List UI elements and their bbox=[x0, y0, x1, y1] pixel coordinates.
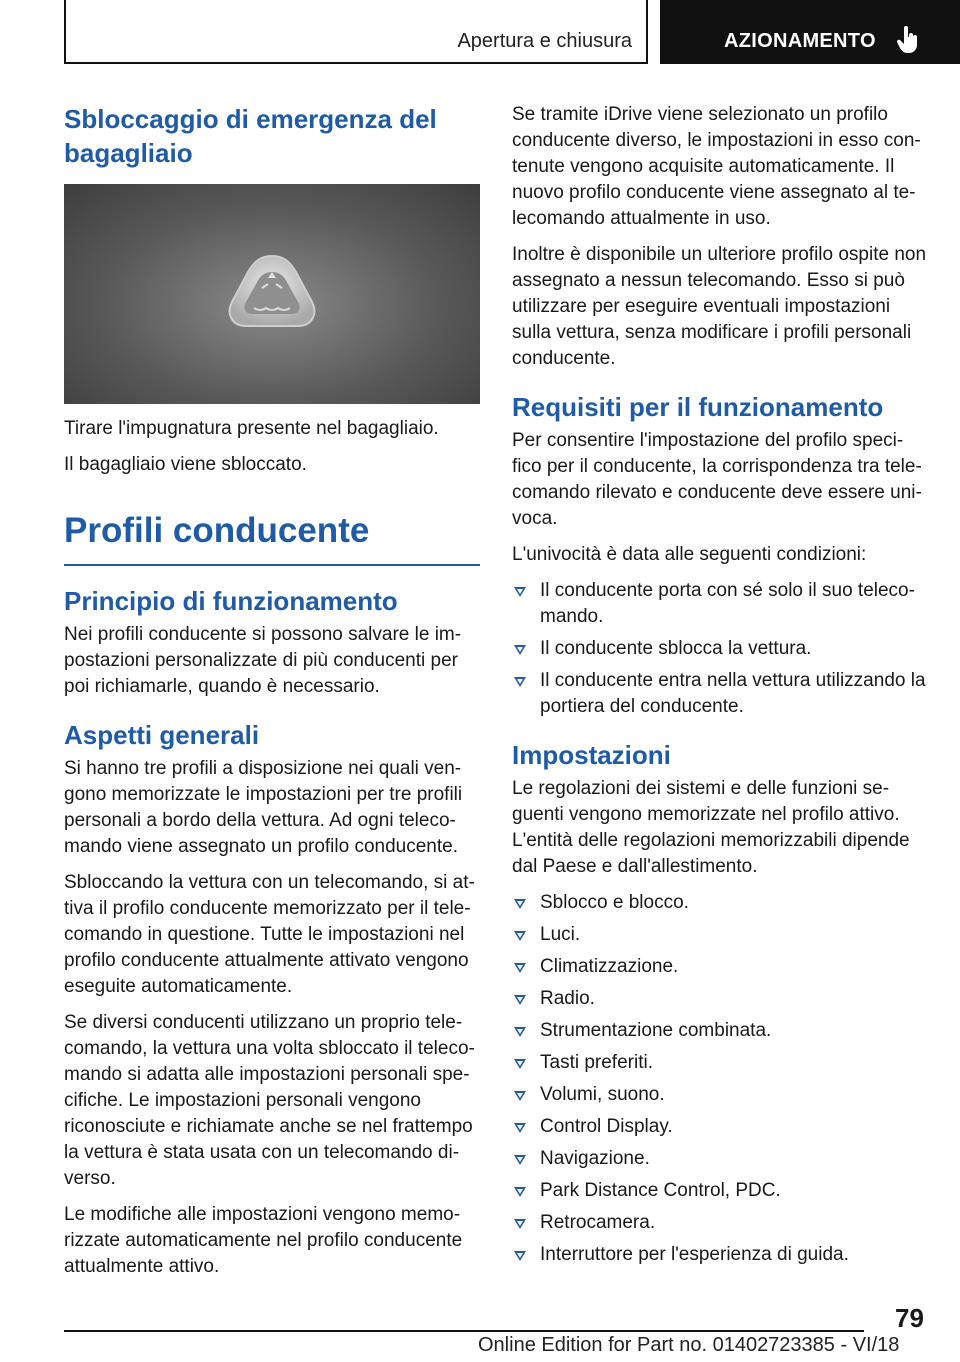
bullet-triangle-icon bbox=[514, 677, 526, 687]
principle-title: Principio di funzionamento bbox=[64, 586, 398, 616]
list-item: Il conducente sblocca la vettura. bbox=[512, 636, 928, 662]
bullet-triangle-icon bbox=[514, 963, 526, 973]
list-item: Interruttore per l'esperienza di guida. bbox=[512, 1242, 928, 1268]
emergency-release-title: Sbloccaggio di emergenza del bagagliaio bbox=[64, 104, 437, 168]
requirements-list bbox=[512, 578, 928, 720]
list-item: Tasti preferiti. bbox=[512, 1050, 928, 1076]
list-item: Park Distance Control, PDC. bbox=[512, 1178, 928, 1204]
bullet-triangle-icon bbox=[514, 1123, 526, 1133]
bullet-triangle-icon bbox=[514, 1027, 526, 1037]
settings-title: Impostazioni bbox=[512, 740, 671, 770]
bullet-triangle-icon bbox=[514, 1219, 526, 1229]
general-text-3: Se diversi conducenti utilizzano un proprio tele‐ comando, la vettura una volta sbloccato il teleco‐ mando si adatta alle impostazioni personali spe‐ cifiche. Le impostazioni personali vengono riconosciute e richiamate anche se nel frattempo la vettura è stata usata con un telecomando di‐ verso. bbox=[64, 1012, 475, 1189]
guest-profile-text: Inoltre è disponibile un ulteriore profilo ospite non assegnato a nessun telecomando. Esso si può utilizzare per eseguire eventuali impostazioni sulla vettura, senza modificare i profili personali conducente. bbox=[512, 244, 927, 369]
list-item: Strumentazione combinata. bbox=[512, 1018, 928, 1044]
bullet-triangle-icon bbox=[514, 1187, 526, 1197]
chapter-tab[interactable] bbox=[660, 0, 960, 64]
header-section-box bbox=[64, 0, 648, 64]
hand-pointer-icon bbox=[896, 26, 920, 54]
right-column bbox=[512, 102, 928, 1276]
bullet-triangle-icon bbox=[514, 587, 526, 597]
general-text-2: Sbloccando la vettura con un telecomando, si at‐ tiva il profilo conducente memorizzato per il tele‐ comando in questione. Tutte le impostazioni nel profilo conducente attualmente attivato vengono eseguite automaticamente. bbox=[64, 872, 475, 997]
requirements-text-1: Per consentire l'impostazione del profilo speci‐ fico per il conducente, la corrispondenza tra tele‐ comando rilevato e conducente deve essere uni‐ voca. bbox=[512, 430, 922, 529]
trunk-release-photo bbox=[64, 184, 480, 404]
list-item: Luci. bbox=[512, 922, 928, 948]
bullet-triangle-icon bbox=[514, 1059, 526, 1069]
bullet-triangle-icon bbox=[514, 899, 526, 909]
idrive-text: Se tramite iDrive viene selezionato un profilo conducente diverso, le impostazioni in esso con‐ tenute vengono acquisite automaticamente. Il nuovo profilo conducente viene assegnato al te‐ lecomando attualmente in uso. bbox=[512, 104, 921, 229]
page-number: 79 bbox=[895, 1303, 924, 1333]
list-item: Radio. bbox=[512, 986, 928, 1012]
emergency-step-1: Tirare l'impugnatura presente nel bagagliaio. bbox=[64, 418, 439, 439]
bullet-triangle-icon bbox=[514, 1091, 526, 1101]
chapter-title: AZIONAMENTO bbox=[724, 30, 876, 52]
requirements-title: Requisiti per il funzionamento bbox=[512, 392, 884, 422]
emergency-step-2: Il bagagliaio viene sbloccato. bbox=[64, 454, 307, 475]
settings-list bbox=[512, 890, 928, 1268]
bullet-triangle-icon bbox=[514, 995, 526, 1005]
driver-profiles-title: Profili conducente bbox=[64, 508, 480, 566]
list-item: Sblocco e blocco. bbox=[512, 890, 928, 916]
requirements-text-2: L'univocità è data alle seguenti condizioni: bbox=[512, 544, 867, 565]
footer-divider bbox=[64, 1330, 864, 1332]
left-column bbox=[64, 102, 480, 1290]
principle-text: Nei profili conducente si possono salvare le im‐ postazioni personalizzate di più conducenti per poi richiamarle, quando è necessario. bbox=[64, 624, 462, 697]
list-item: Retrocamera. bbox=[512, 1210, 928, 1236]
list-item: Control Display. bbox=[512, 1114, 928, 1140]
bullet-triangle-icon bbox=[514, 931, 526, 941]
list-item: Climatizzazione. bbox=[512, 954, 928, 980]
general-title: Aspetti generali bbox=[64, 720, 260, 750]
trunk-release-handle-icon bbox=[64, 184, 480, 404]
general-text-1: Si hanno tre profili a disposizione nei quali ven‐ gono memorizzate le impostazioni per tre profili personali a bordo della vettura. Ad ogni teleco‐ mando viene assegnato un profilo conducente. bbox=[64, 758, 463, 857]
edition-footer: Online Edition for Part no. 01402723385 - VI/18 bbox=[478, 1334, 900, 1356]
list-item: Il conducente porta con sé solo il suo teleco‐ mando. bbox=[512, 578, 928, 630]
bullet-triangle-icon bbox=[514, 645, 526, 655]
list-item: Volumi, suono. bbox=[512, 1082, 928, 1108]
section-title: Apertura e chiusura bbox=[457, 30, 632, 52]
list-item: Navigazione. bbox=[512, 1146, 928, 1172]
settings-text: Le regolazioni dei sistemi e delle funzioni se‐ guenti vengono memorizzate nel profilo attivo. L'entità delle regolazioni memorizzabili dipende dal Paese e dall'allestimento. bbox=[512, 778, 910, 877]
list-item: Il conducente entra nella vettura utilizzando la portiera del conducente. bbox=[512, 668, 928, 720]
general-text-4: Le modifiche alle impostazioni vengono memo‐ rizzate automaticamente nel profilo conducente attualmente attivo. bbox=[64, 1204, 463, 1277]
bullet-triangle-icon bbox=[514, 1155, 526, 1165]
bullet-triangle-icon bbox=[514, 1251, 526, 1261]
